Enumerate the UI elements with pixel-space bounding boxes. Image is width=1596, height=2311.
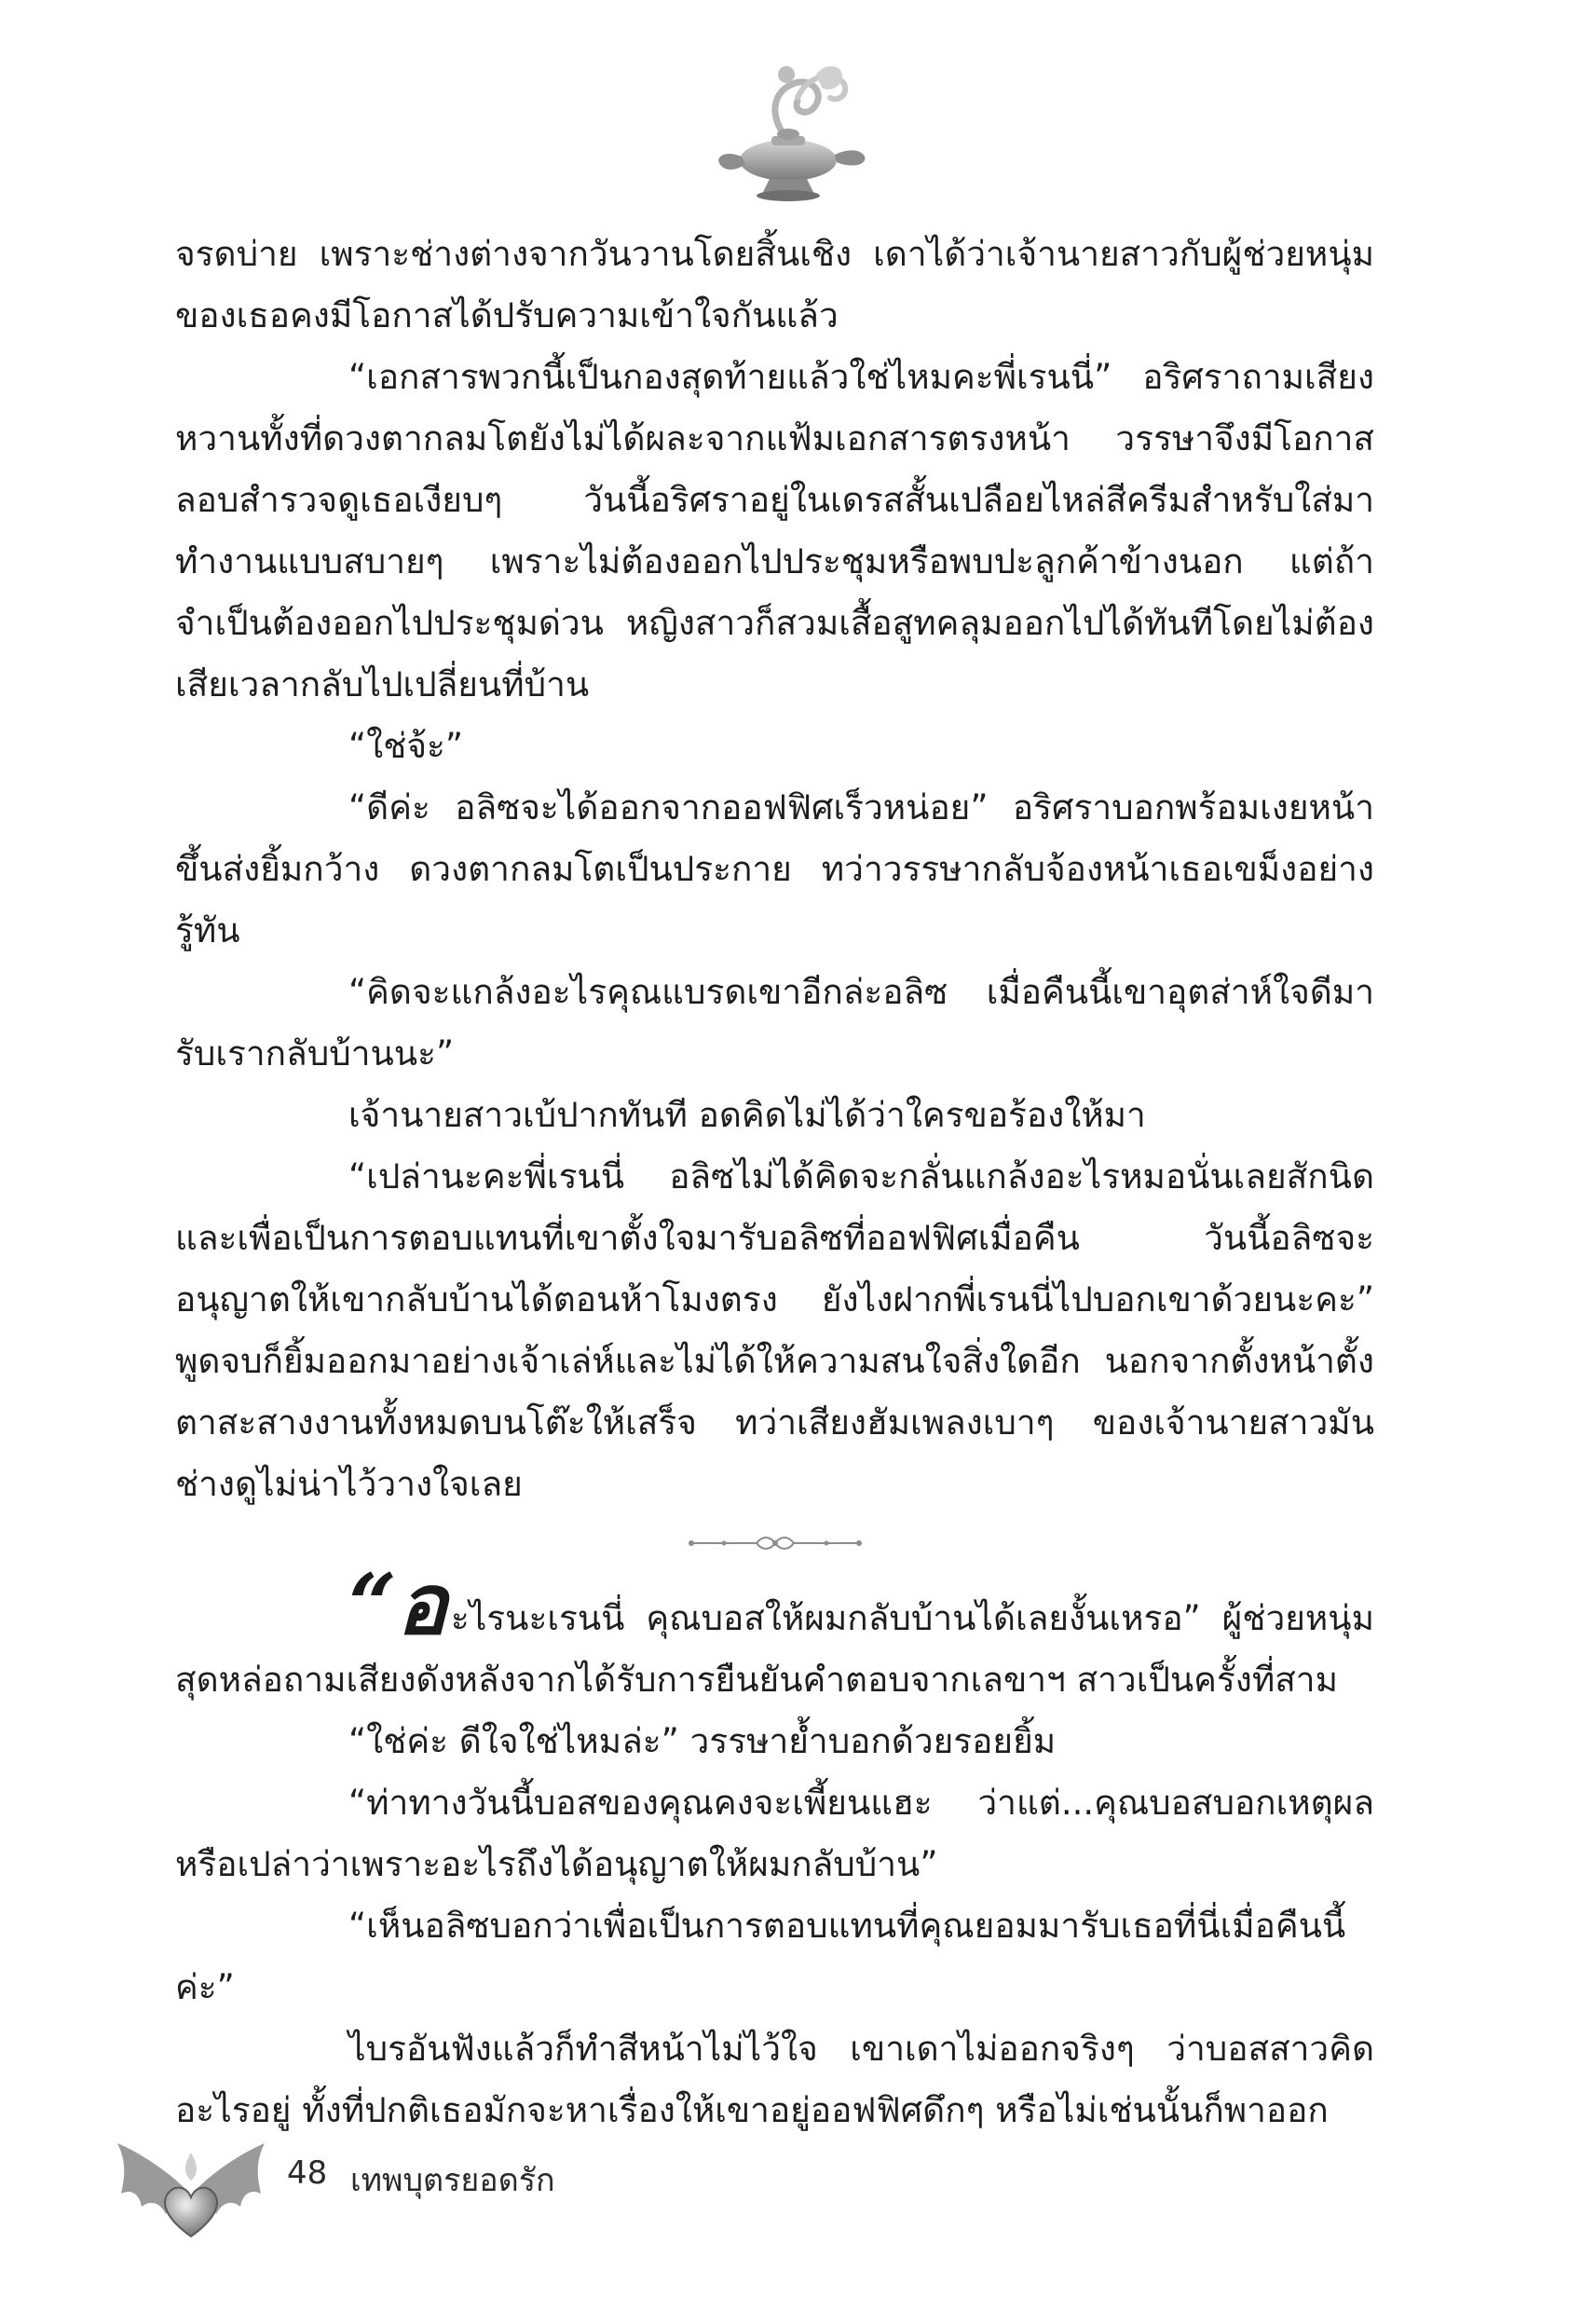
paragraph-9: “ใช่ค่ะ ดีใจใช่ไหมล่ะ” วรรษาย้ำบอกด้วยรอยยิ้ม [348,1721,1057,1761]
paragraph-3: “ใช่จ้ะ” [348,726,464,766]
paragraph-12: ไบรอันฟังแล้วก็ทำสีหน้าไม่ไว้ใจ เขาเดาไม่ออกจริงๆ ว่าบอสสาวคิดอะไรอยู่ ทั้งที่ปกติเธอมักจะหาเรื่องให้เขาอยู่ออฟฟิศดึกๆ หรือไม่เช่นนั้นก็พาออก [175,2029,1374,2130]
bat-heart-icon [112,2115,270,2264]
paragraph-8 [175,1555,1374,1711]
paragraph-6: เจ้านายสาวเบ้ปากทันที อดคิดไม่ได้ว่าใครขอร้องให้มา [348,1095,1146,1135]
ornamental-divider-icon [682,1525,868,1562]
paragraph-4: “ดีค่ะ อลิซจะได้ออกจากออฟฟิศเร็วหน่อย” อริศราบอกพร้อมเงยหน้าขึ้นส่งยิ้มกว้าง ดวงตากลมโตเป็นประกาย ทว่าวรรษากลับจ้องหน้าเธอเขม็งอย่างรู้ทัน [175,787,1374,950]
drop-cap: “อ [348,1555,447,1654]
paragraph-8-text: ะไรนะเรนนี่ คุณบอสให้ผมกลับบ้านได้เลยงั้นเหรอ” ผู้ช่วยหนุ่มสุดหล่อถามเสียงดังหลังจากได้รับการยืนยันคำตอบจากเลขาฯ สาวเป็นครั้งที่สาม [175,1598,1374,1700]
page-footer [112,2115,764,2264]
paragraph-2: “เอกสารพวกนี้เป็นกองสุดท้ายแล้วใช่ไหมคะพี่เรนนี่” อริศราถามเสียงหวานทั้งที่ดวงตากลมโตยังไม่ได้ผละจากแฟ้มเอกสารตรงหน้า วรรษาจึงมีโอกาสลอบสำรวจดูเธอเงียบๆ วันนี้อริศราอยู่ในเดรสสั้นเปลือยไหล่สีครีมสำหรับใส่มาทำงานแบบสบายๆ เพราะไม่ต้องออกไปประชุมหรือพบปะลูกค้าข้างนอก แต่ถ้าจำเป็นต้องออกไปประชุมด่วน หญิงสาวก็สวมเสื้อสูทคลุมออกไปได้ทันทีโดยไม่ต้องเสียเวลากลับไปเปลี่ยนที่บ้าน [175,357,1374,704]
page-content [175,224,1374,2141]
paragraph-7: “เปล่านะคะพี่เรนนี่ อลิซไม่ได้คิดจะกลั่นแกล้งอะไรหมอนั่นเลยสักนิด และเพื่อเป็นการตอบแทนที่เขาตั้งใจมารับอลิซที่ออฟฟิศเมื่อคืน วันนี้อลิซจะอนุญาตให้เขากลับบ้านได้ตอนห้าโมงตรง ยังไงฝากพี่เรนนี่ไปบอกเขาด้วยนะคะ” พูดจบก็ยิ้มออกมาอย่างเจ้าเล่ห์และไม่ได้ให้ความสนใจสิ่งใดอีก นอกจากตั้งหน้าตั้งตาสะสางงานทั้งหมดบนโต๊ะให้เสร็จ ทว่าเสียงฮัมเพลงเบาๆ ของเจ้านายสาวมันช่างดูไม่น่าไว้วางใจเลย [175,1156,1374,1504]
page-number: 48 [287,2154,328,2192]
paragraph-1: จรดบ่าย เพราะช่างต่างจากวันวานโดยสิ้นเชิง เดาได้ว่าเจ้านายสาวกับผู้ช่วยหนุ่มของเธอคงมีโอกาสได้ปรับความเข้าใจกันแล้ว [175,234,1374,335]
book-title: เทพบุตรยอดรัก [350,2162,555,2199]
paragraph-11: “เห็นอลิซบอกว่าเพื่อเป็นการตอบแทนที่คุณยอมมารับเธอที่นี่เมื่อคืนนี้ค่ะ” [175,1906,1346,2007]
genie-lamp-icon [704,56,872,214]
paragraph-10: “ท่าทางวันนี้บอสของคุณคงจะเพี้ยนแฮะ ว่าแต่...คุณบอสบอกเหตุผลหรือเปล่าว่าเพราะอะไรถึงได้อนุญาตให้ผมกลับบ้าน” [175,1783,1374,1884]
paragraph-5: “คิดจะแกล้งอะไรคุณแบรดเขาอีกล่ะอลิซ เมื่อคืนนี้เขาอุตส่าห์ใจดีมารับเรากลับบ้านนะ” [175,972,1374,1073]
